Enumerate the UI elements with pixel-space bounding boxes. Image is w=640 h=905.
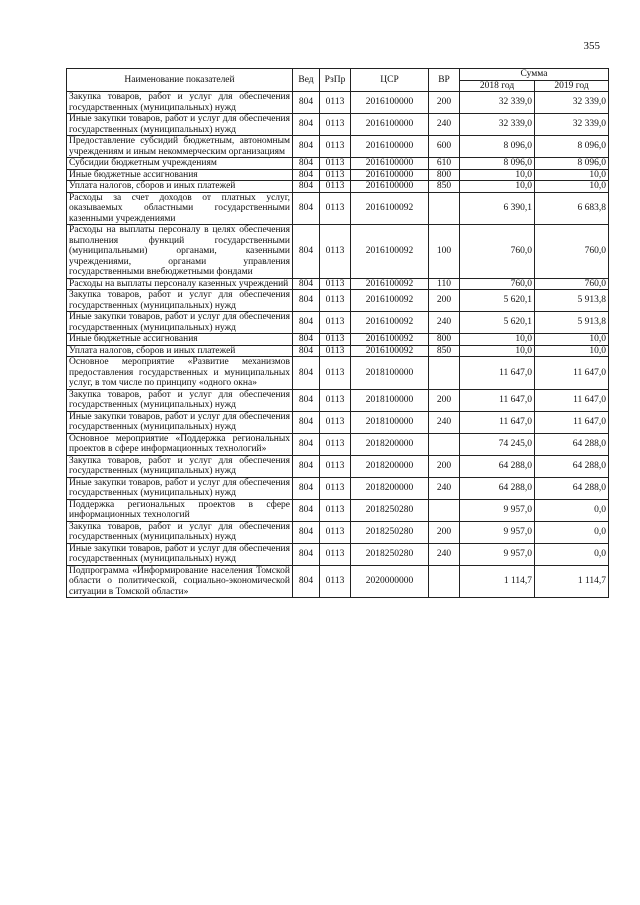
- cell-rzpr: 0113: [320, 169, 351, 181]
- cell-ved: 804: [293, 192, 320, 225]
- table-row: [67, 543, 609, 565]
- cell-csr: 2018250280: [351, 521, 429, 543]
- cell-name: Иные закупки товаров, работ и услуг для обеспечения государственных (муниципальных) нужд: [67, 312, 293, 334]
- header-sum: Сумма: [460, 69, 609, 81]
- cell-name: Уплата налогов, сборов и иных платежей: [67, 345, 293, 357]
- header-vr: ВР: [429, 69, 460, 92]
- cell-csr: 2016100000: [351, 181, 429, 193]
- cell-name: Иные бюджетные ассигнования: [67, 334, 293, 346]
- cell-csr: 2020000000: [351, 565, 429, 598]
- cell-y2019: 10,0: [535, 334, 609, 346]
- cell-ved: 804: [293, 521, 320, 543]
- page-number: 355: [583, 40, 600, 52]
- cell-ved: 804: [293, 114, 320, 136]
- cell-vr: 240: [429, 312, 460, 334]
- header-2018: 2018 год: [460, 80, 535, 92]
- table-row: [67, 290, 609, 312]
- cell-y2019: 11 647,0: [535, 389, 609, 411]
- cell-y2019: 1 114,7: [535, 565, 609, 598]
- cell-rzpr: 0113: [320, 312, 351, 334]
- cell-ved: 804: [293, 345, 320, 357]
- header-2019: 2019 год: [535, 80, 609, 92]
- table-row: [67, 92, 609, 114]
- cell-rzpr: 0113: [320, 543, 351, 565]
- table-row: [67, 499, 609, 521]
- cell-y2018: 11 647,0: [460, 389, 535, 411]
- table-row: [67, 181, 609, 193]
- cell-name: Субсидии бюджетным учреждениям: [67, 158, 293, 170]
- cell-rzpr: 0113: [320, 345, 351, 357]
- table-row: [67, 455, 609, 477]
- cell-ved: 804: [293, 455, 320, 477]
- table-row: [67, 357, 609, 390]
- cell-ved: 804: [293, 136, 320, 158]
- cell-vr: 240: [429, 543, 460, 565]
- cell-vr: [429, 499, 460, 521]
- cell-csr: 2016100092: [351, 290, 429, 312]
- cell-csr: 2018200000: [351, 433, 429, 455]
- table-row: [67, 114, 609, 136]
- cell-ved: 804: [293, 499, 320, 521]
- cell-ved: 804: [293, 92, 320, 114]
- cell-y2018: 11 647,0: [460, 357, 535, 390]
- cell-y2019: 6 683,8: [535, 192, 609, 225]
- cell-rzpr: 0113: [320, 389, 351, 411]
- cell-y2019: 10,0: [535, 181, 609, 193]
- table-row: [67, 192, 609, 225]
- cell-name: Закупка товаров, работ и услуг для обеспечения государственных (муниципальных) нужд: [67, 290, 293, 312]
- cell-rzpr: 0113: [320, 181, 351, 193]
- cell-y2018: 1 114,7: [460, 565, 535, 598]
- cell-csr: 2016100000: [351, 169, 429, 181]
- cell-name: Предоставление субсидий бюджетным, автономным учреждениям и иным некоммерческим организациям: [67, 136, 293, 158]
- cell-y2018: 6 390,1: [460, 192, 535, 225]
- cell-rzpr: 0113: [320, 477, 351, 499]
- header-name: Наименование показателей: [67, 69, 293, 92]
- cell-vr: 200: [429, 521, 460, 543]
- cell-y2018: 760,0: [460, 278, 535, 290]
- cell-csr: 2016100092: [351, 225, 429, 279]
- cell-rzpr: 0113: [320, 114, 351, 136]
- cell-y2019: 32 339,0: [535, 114, 609, 136]
- cell-y2018: 64 288,0: [460, 477, 535, 499]
- cell-vr: 850: [429, 345, 460, 357]
- cell-name: Уплата налогов, сборов и иных платежей: [67, 181, 293, 193]
- table-row: [67, 345, 609, 357]
- cell-y2019: 760,0: [535, 278, 609, 290]
- cell-csr: 2016100092: [351, 192, 429, 225]
- cell-y2018: 32 339,0: [460, 114, 535, 136]
- cell-name: Закупка товаров, работ и услуг для обеспечения государственных (муниципальных) нужд: [67, 389, 293, 411]
- cell-ved: 804: [293, 225, 320, 279]
- cell-rzpr: 0113: [320, 92, 351, 114]
- cell-ved: 804: [293, 278, 320, 290]
- cell-rzpr: 0113: [320, 278, 351, 290]
- cell-name: Иные закупки товаров, работ и услуг для обеспечения государственных (муниципальных) нужд: [67, 543, 293, 565]
- cell-ved: 804: [293, 477, 320, 499]
- cell-y2019: 64 288,0: [535, 433, 609, 455]
- table-row: [67, 521, 609, 543]
- cell-csr: 2016100000: [351, 92, 429, 114]
- cell-vr: 610: [429, 158, 460, 170]
- cell-name: Подпрограмма «Информирование населения Томской области о политической, социально-экономической ситуации в Томской области»: [67, 565, 293, 598]
- cell-csr: 2016100000: [351, 136, 429, 158]
- cell-y2019: 64 288,0: [535, 455, 609, 477]
- cell-ved: 804: [293, 411, 320, 433]
- cell-csr: 2018250280: [351, 543, 429, 565]
- table-row: [67, 158, 609, 170]
- cell-y2019: 5 913,8: [535, 290, 609, 312]
- cell-y2018: 5 620,1: [460, 290, 535, 312]
- cell-csr: 2018250280: [351, 499, 429, 521]
- cell-y2018: 760,0: [460, 225, 535, 279]
- cell-y2019: 64 288,0: [535, 477, 609, 499]
- cell-vr: 200: [429, 455, 460, 477]
- cell-y2018: 10,0: [460, 181, 535, 193]
- cell-rzpr: 0113: [320, 521, 351, 543]
- cell-csr: 2018100000: [351, 389, 429, 411]
- cell-ved: 804: [293, 357, 320, 390]
- cell-y2019: 0,0: [535, 521, 609, 543]
- cell-csr: 2016100000: [351, 114, 429, 136]
- cell-y2018: 10,0: [460, 345, 535, 357]
- cell-vr: 200: [429, 290, 460, 312]
- cell-ved: 804: [293, 433, 320, 455]
- cell-name: Поддержка региональных проектов в сфере информационных технологий: [67, 499, 293, 521]
- table-row: [67, 312, 609, 334]
- cell-vr: 110: [429, 278, 460, 290]
- cell-ved: 804: [293, 312, 320, 334]
- cell-y2019: 0,0: [535, 499, 609, 521]
- table-row: [67, 169, 609, 181]
- cell-vr: [429, 192, 460, 225]
- cell-name: Иные закупки товаров, работ и услуг для обеспечения государственных (муниципальных) нужд: [67, 477, 293, 499]
- cell-name: Иные закупки товаров, работ и услуг для обеспечения государственных (муниципальных) нужд: [67, 114, 293, 136]
- table-row: [67, 433, 609, 455]
- cell-ved: 804: [293, 290, 320, 312]
- cell-name: Расходы за счет доходов от платных услуг, оказываемых областными государственными казенными учреждениями: [67, 192, 293, 225]
- cell-csr: 2016100000: [351, 158, 429, 170]
- table-row: [67, 389, 609, 411]
- cell-rzpr: 0113: [320, 565, 351, 598]
- cell-name: Расходы на выплаты персоналу казенных учреждений: [67, 278, 293, 290]
- cell-y2018: 8 096,0: [460, 158, 535, 170]
- cell-csr: 2018200000: [351, 477, 429, 499]
- cell-y2019: 8 096,0: [535, 136, 609, 158]
- cell-y2018: 10,0: [460, 334, 535, 346]
- cell-name: Основное мероприятие «Развитие механизмов предоставления государственных и муниципальных услуг, в том числе по принципу «одного окна»: [67, 357, 293, 390]
- cell-ved: 804: [293, 389, 320, 411]
- table-body: [67, 92, 609, 598]
- header-ved: Вед: [293, 69, 320, 92]
- cell-vr: 240: [429, 114, 460, 136]
- cell-rzpr: 0113: [320, 158, 351, 170]
- cell-vr: 600: [429, 136, 460, 158]
- cell-rzpr: 0113: [320, 433, 351, 455]
- cell-vr: 200: [429, 92, 460, 114]
- cell-csr: 2016100092: [351, 278, 429, 290]
- cell-y2018: 9 957,0: [460, 521, 535, 543]
- cell-y2019: 32 339,0: [535, 92, 609, 114]
- cell-rzpr: 0113: [320, 357, 351, 390]
- cell-y2019: 0,0: [535, 543, 609, 565]
- cell-rzpr: 0113: [320, 192, 351, 225]
- cell-y2018: 9 957,0: [460, 499, 535, 521]
- cell-csr: 2018100000: [351, 357, 429, 390]
- cell-name: Расходы на выплаты персоналу в целях обеспечения выполнения функций государственными (муниципальными) органами, казенными учреждениями, органами управления государственными внебюджетными фондами: [67, 225, 293, 279]
- cell-y2019: 760,0: [535, 225, 609, 279]
- cell-vr: 800: [429, 334, 460, 346]
- cell-vr: 240: [429, 411, 460, 433]
- cell-y2018: 5 620,1: [460, 312, 535, 334]
- cell-csr: 2018100000: [351, 411, 429, 433]
- cell-ved: 804: [293, 543, 320, 565]
- cell-csr: 2018200000: [351, 455, 429, 477]
- cell-ved: 804: [293, 565, 320, 598]
- cell-rzpr: 0113: [320, 334, 351, 346]
- cell-vr: [429, 565, 460, 598]
- cell-name: Закупка товаров, работ и услуг для обеспечения государственных (муниципальных) нужд: [67, 92, 293, 114]
- cell-y2018: 64 288,0: [460, 455, 535, 477]
- cell-y2019: 10,0: [535, 345, 609, 357]
- cell-rzpr: 0113: [320, 290, 351, 312]
- cell-vr: 800: [429, 169, 460, 181]
- cell-y2018: 32 339,0: [460, 92, 535, 114]
- table-row: [67, 334, 609, 346]
- cell-name: Закупка товаров, работ и услуг для обеспечения государственных (муниципальных) нужд: [67, 455, 293, 477]
- cell-rzpr: 0113: [320, 499, 351, 521]
- cell-vr: 240: [429, 477, 460, 499]
- table-row: [67, 225, 609, 279]
- header-csr: ЦСР: [351, 69, 429, 92]
- cell-ved: 804: [293, 169, 320, 181]
- cell-ved: 804: [293, 158, 320, 170]
- cell-name: Основное мероприятие «Поддержка региональных проектов в сфере информационных технологий»: [67, 433, 293, 455]
- cell-rzpr: 0113: [320, 411, 351, 433]
- budget-table: [66, 68, 609, 598]
- cell-csr: 2016100092: [351, 312, 429, 334]
- cell-rzpr: 0113: [320, 455, 351, 477]
- cell-y2018: 11 647,0: [460, 411, 535, 433]
- cell-vr: 200: [429, 389, 460, 411]
- cell-vr: [429, 433, 460, 455]
- cell-vr: 100: [429, 225, 460, 279]
- cell-ved: 804: [293, 334, 320, 346]
- cell-name: Закупка товаров, работ и услуг для обеспечения государственных (муниципальных) нужд: [67, 521, 293, 543]
- cell-name: Иные закупки товаров, работ и услуг для обеспечения государственных (муниципальных) нужд: [67, 411, 293, 433]
- cell-name: Иные бюджетные ассигнования: [67, 169, 293, 181]
- cell-rzpr: 0113: [320, 136, 351, 158]
- cell-csr: 2016100092: [351, 334, 429, 346]
- cell-y2019: 11 647,0: [535, 411, 609, 433]
- table-row: [67, 411, 609, 433]
- cell-y2019: 8 096,0: [535, 158, 609, 170]
- table-row: [67, 565, 609, 598]
- cell-y2019: 10,0: [535, 169, 609, 181]
- cell-csr: 2016100092: [351, 345, 429, 357]
- header-rzpr: РзПр: [320, 69, 351, 92]
- cell-y2019: 5 913,8: [535, 312, 609, 334]
- cell-y2019: 11 647,0: [535, 357, 609, 390]
- table-row: [67, 278, 609, 290]
- cell-y2018: 10,0: [460, 169, 535, 181]
- table-row: [67, 136, 609, 158]
- cell-rzpr: 0113: [320, 225, 351, 279]
- cell-ved: 804: [293, 181, 320, 193]
- cell-y2018: 74 245,0: [460, 433, 535, 455]
- table-row: [67, 477, 609, 499]
- cell-y2018: 9 957,0: [460, 543, 535, 565]
- cell-vr: 850: [429, 181, 460, 193]
- cell-vr: [429, 357, 460, 390]
- cell-y2018: 8 096,0: [460, 136, 535, 158]
